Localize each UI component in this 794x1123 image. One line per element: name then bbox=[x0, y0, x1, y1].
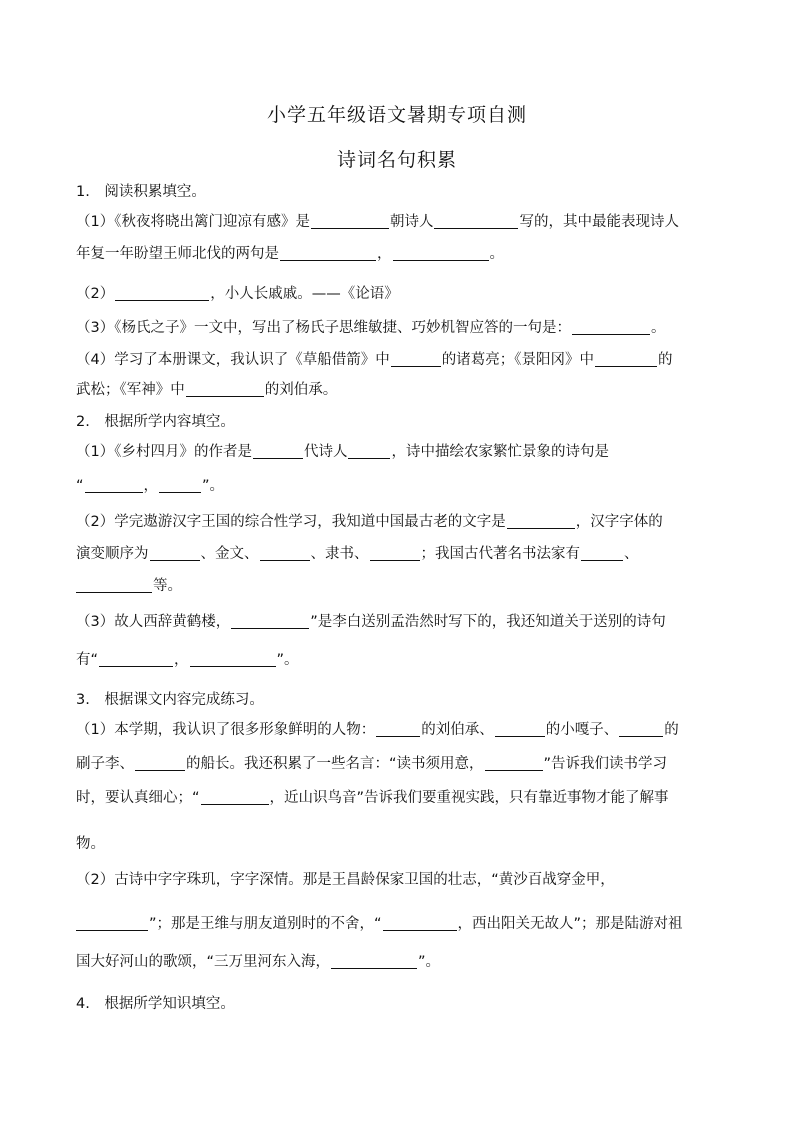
q2-2-line-3 bbox=[76, 576, 726, 596]
text: 的刘伯承、 bbox=[421, 722, 494, 738]
text: 的船长。我还积累了一些名言：“读书须用意， bbox=[186, 756, 484, 772]
answer-blank[interactable] bbox=[186, 381, 264, 397]
q2-1-line-1 bbox=[76, 442, 726, 462]
q3-1-line-3 bbox=[76, 788, 726, 808]
answer-blank[interactable] bbox=[280, 245, 376, 261]
answer-blank[interactable] bbox=[391, 351, 441, 367]
answer-blank[interactable] bbox=[76, 577, 152, 593]
answer-blank[interactable] bbox=[434, 213, 518, 229]
q1-4-line-1 bbox=[76, 350, 726, 370]
text: 有“ bbox=[76, 652, 99, 668]
page-title: 小学五年级语文暑期专项自测 bbox=[266, 104, 527, 126]
answer-blank[interactable] bbox=[260, 545, 310, 561]
answer-blank[interactable] bbox=[115, 285, 209, 301]
text: 、 bbox=[624, 546, 639, 562]
text: （1）《乡村四月》的作者是 bbox=[76, 444, 252, 460]
answer-blank[interactable] bbox=[619, 721, 663, 737]
text: 演变顺序为 bbox=[76, 546, 149, 562]
text: 、金文、 bbox=[200, 546, 259, 562]
answer-blank[interactable] bbox=[507, 513, 575, 529]
answer-blank[interactable] bbox=[85, 477, 143, 493]
text: ；我国古代著名书法家有 bbox=[420, 546, 580, 562]
answer-blank[interactable] bbox=[159, 477, 201, 493]
text: 的小嘎子、 bbox=[545, 722, 619, 738]
q2-1-line-2 bbox=[76, 476, 726, 496]
text: （2） bbox=[76, 286, 115, 302]
answer-blank[interactable] bbox=[253, 443, 303, 459]
q1-4-line-2 bbox=[76, 380, 726, 400]
text: 的刘伯承。 bbox=[264, 382, 338, 398]
question-1-heading: 1. 阅读积累填空。 bbox=[76, 184, 206, 200]
answer-blank[interactable] bbox=[311, 213, 389, 229]
answer-blank[interactable] bbox=[485, 755, 543, 771]
question-4-heading: 4. 根据所学知识填空。 bbox=[76, 996, 235, 1012]
q3-1-line-1 bbox=[76, 720, 726, 740]
answer-blank[interactable] bbox=[572, 319, 650, 335]
text: （1）《秋夜将晓出篱门迎凉有感》是 bbox=[76, 214, 310, 230]
page-subtitle: 诗词名句积累 bbox=[336, 149, 457, 171]
text: “ bbox=[76, 478, 84, 494]
q3-1-line-4: 物。 bbox=[76, 836, 105, 852]
q3-2-line-3 bbox=[76, 952, 726, 972]
answer-blank[interactable] bbox=[495, 721, 545, 737]
text: 代诗人 bbox=[303, 444, 348, 460]
text: （4）学习了本册课文，我认识了《草船借箭》中 bbox=[76, 352, 390, 368]
q1-1-line-1 bbox=[76, 212, 726, 232]
text: （3）故人西辞黄鹤楼， bbox=[76, 614, 231, 630]
text: 武松；《军神》中 bbox=[76, 382, 185, 398]
text: （3）《杨氏之子》一文中，写出了杨氏子思维敏捷、巧妙机智应答的一句是： bbox=[76, 320, 571, 336]
answer-blank[interactable] bbox=[376, 721, 420, 737]
text: ， bbox=[377, 246, 392, 262]
q1-3-line bbox=[76, 318, 726, 338]
text: 、隶书、 bbox=[310, 546, 369, 562]
text: ”。 bbox=[202, 478, 225, 494]
text: （1）本学期，我认识了很多形象鲜明的人物： bbox=[76, 722, 376, 738]
text: 的 bbox=[664, 722, 679, 738]
text: 时，要认真细心；“ bbox=[76, 790, 200, 806]
answer-blank[interactable] bbox=[370, 545, 420, 561]
text: ”告诉我们读书学习 bbox=[543, 756, 668, 772]
text: 朝诗人 bbox=[389, 214, 434, 230]
answer-blank[interactable] bbox=[348, 443, 390, 459]
q2-2-line-2 bbox=[76, 544, 726, 564]
answer-blank[interactable] bbox=[231, 613, 309, 629]
answer-blank[interactable] bbox=[76, 915, 148, 931]
answer-blank[interactable] bbox=[135, 755, 185, 771]
question-2-heading: 2. 根据所学内容填空。 bbox=[76, 414, 235, 430]
answer-blank[interactable] bbox=[393, 245, 489, 261]
question-3-heading: 3. 根据课文内容完成练习。 bbox=[76, 692, 264, 708]
text: 的诸葛亮；《景阳冈》中 bbox=[441, 352, 594, 368]
text: 年复一年盼望王师北伐的两句是 bbox=[76, 246, 279, 262]
text: ，近山识鸟音”告诉我们要重视实践，只有靠近事物才能了解事 bbox=[269, 790, 669, 806]
text: ， bbox=[174, 652, 189, 668]
q3-2-line-1: （2）古诗中字字珠玑，字字深情。那是王昌龄保家卫国的壮志，“黄沙百战穿金甲， bbox=[76, 872, 615, 888]
text: ，小人长戚戚。——《论语》 bbox=[210, 286, 399, 302]
q1-1-line-2 bbox=[76, 244, 726, 264]
text: ”是李白送别孟浩然时写下的，我还知道关于送别的诗句 bbox=[310, 614, 666, 630]
answer-blank[interactable] bbox=[99, 651, 173, 667]
q2-3-line-2 bbox=[76, 650, 726, 670]
q2-2-line-1 bbox=[76, 512, 726, 532]
q3-2-line-2 bbox=[76, 914, 726, 934]
text: 等。 bbox=[153, 578, 182, 594]
text: 写的，其中最能表现诗人 bbox=[519, 214, 679, 230]
text: （2）学完遨游汉字王国的综合性学习，我知道中国最古老的文字是 bbox=[76, 514, 506, 530]
answer-blank[interactable] bbox=[190, 651, 276, 667]
text: ，汉字字体的 bbox=[575, 514, 663, 530]
text: ，西出阳关无故人”；那是陆游对祖 bbox=[457, 916, 683, 932]
text: ”。 bbox=[418, 954, 441, 970]
text: ，诗中描绘农家繁忙景象的诗句是 bbox=[391, 444, 609, 460]
answer-blank[interactable] bbox=[150, 545, 200, 561]
answer-blank[interactable] bbox=[201, 789, 269, 805]
answer-blank[interactable] bbox=[383, 915, 457, 931]
q1-2-line bbox=[76, 284, 726, 304]
answer-blank[interactable] bbox=[331, 953, 417, 969]
text: 刷子李、 bbox=[76, 756, 134, 772]
text: ”；那是王维与朋友道别时的不舍，“ bbox=[149, 916, 382, 932]
text: 。 bbox=[489, 246, 504, 262]
q2-3-line-1 bbox=[76, 612, 726, 632]
answer-blank[interactable] bbox=[581, 545, 623, 561]
text: 。 bbox=[650, 320, 666, 336]
text: 国大好河山的歌颂，“三万里河东入海， bbox=[76, 954, 331, 970]
answer-blank[interactable] bbox=[595, 351, 657, 367]
q3-1-line-2 bbox=[76, 754, 726, 774]
text: ”。 bbox=[276, 652, 299, 668]
text: 的 bbox=[657, 352, 673, 368]
text: ， bbox=[143, 478, 159, 494]
